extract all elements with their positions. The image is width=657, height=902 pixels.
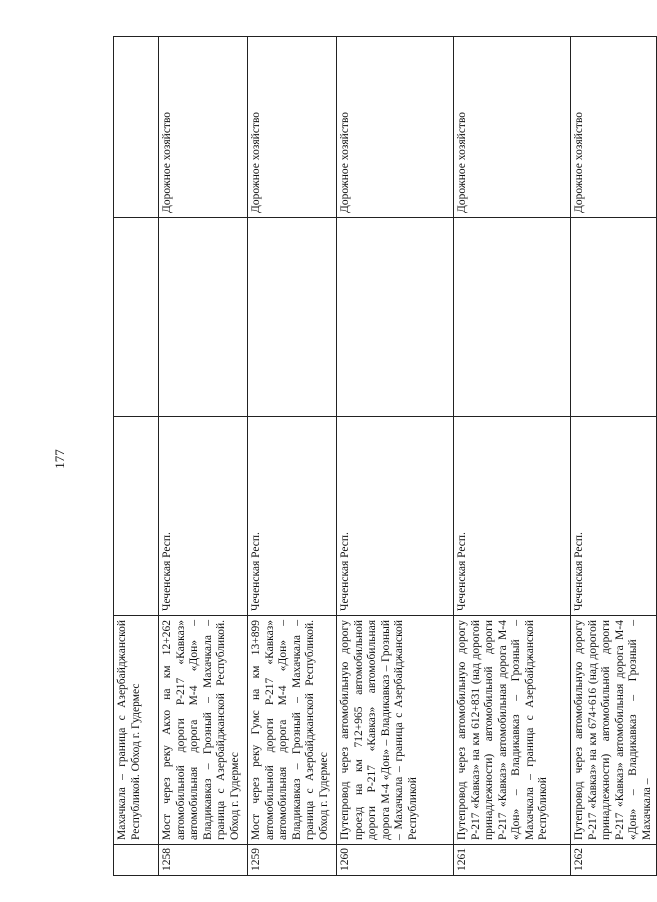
empty-cell: [114, 218, 159, 417]
object-name: Мост через реку Акхо на км 12+262 автомобильной дороги Р-217 «Кавказ» автомобильная дорога М-4 «Дон» – Владикавказ – Грозный – Махачкала – граница с Азербайджанской Республикой. Обход г. Гудермес: [159, 616, 248, 845]
region: Чеченская Респ.: [159, 417, 248, 616]
object-name: Путепровод через автомобильную дорогу Р-217 «Кавказ» на км 612+831 (над дорогой принадлежности) автомобильной дороги Р-217 «Кавказ» автомобильная дорога М-4 «Дон» – Владикавказ – Грозный – Махачкала – граница с Азербайджанской Республикой: [454, 616, 571, 845]
empty-cell: [571, 218, 657, 417]
row-number: [114, 845, 159, 876]
row-number: 1259: [248, 845, 337, 876]
row-number: 1261: [454, 845, 571, 876]
empty-cell: [454, 218, 571, 417]
registry-table-container: [113, 36, 653, 876]
row-number: 1262: [571, 845, 657, 876]
table-row: [571, 37, 657, 876]
sector: Дорожное хозяйство: [159, 37, 248, 218]
page-number: 177: [52, 449, 67, 469]
empty-cell: [248, 218, 337, 417]
region: Чеченская Респ.: [571, 417, 657, 616]
region: Чеченская Респ.: [337, 417, 454, 616]
table-row: [248, 37, 337, 876]
region: [114, 417, 159, 616]
object-name: Путепровод через автомобильную дорогу Р-217 «Кавказ» на км 674+616 (над дорогой принадлежности) автомобильной дороги Р-217 «Кавказ» автомобильная дорога М-4 «Дон» – Владикавказ – Грозный – Махачкала –: [571, 616, 657, 845]
sector: Дорожное хозяйство: [337, 37, 454, 218]
empty-cell: [159, 218, 248, 417]
table-row: [159, 37, 248, 876]
region: Чеченская Респ.: [454, 417, 571, 616]
row-number: 1260: [337, 845, 454, 876]
object-name: Махачкала – граница с Азербайджанской Республикой. Обход г. Гудермес: [114, 616, 159, 845]
region: Чеченская Респ.: [248, 417, 337, 616]
empty-cell: [337, 218, 454, 417]
object-name: Путепровод через автомобильную дорогу проезд на км 712+965 автомобильной дороги Р-217 «Кавказ» автомобильная дорога М-4 «Дон» – Владикавказ – Грозный – Махачкала – граница с Азербайджанской Республикой: [337, 616, 454, 845]
sector: Дорожное хозяйство: [454, 37, 571, 218]
table-row: [337, 37, 454, 876]
row-number: 1258: [159, 845, 248, 876]
table-row: [454, 37, 571, 876]
sector: [114, 37, 159, 218]
object-name: Мост через реку Гумс на км 13+899 автомобильной дороги Р-217 «Кавказ» автомобильная дорога М-4 «Дон» – Владикавказ – Грозный – Махачкала – граница с Азербайджанской Республикой. Обход г. Гудермес: [248, 616, 337, 845]
registry-table: [113, 36, 657, 876]
sector: Дорожное хозяйство: [571, 37, 657, 218]
table-row: [114, 37, 159, 876]
sector: Дорожное хозяйство: [248, 37, 337, 218]
